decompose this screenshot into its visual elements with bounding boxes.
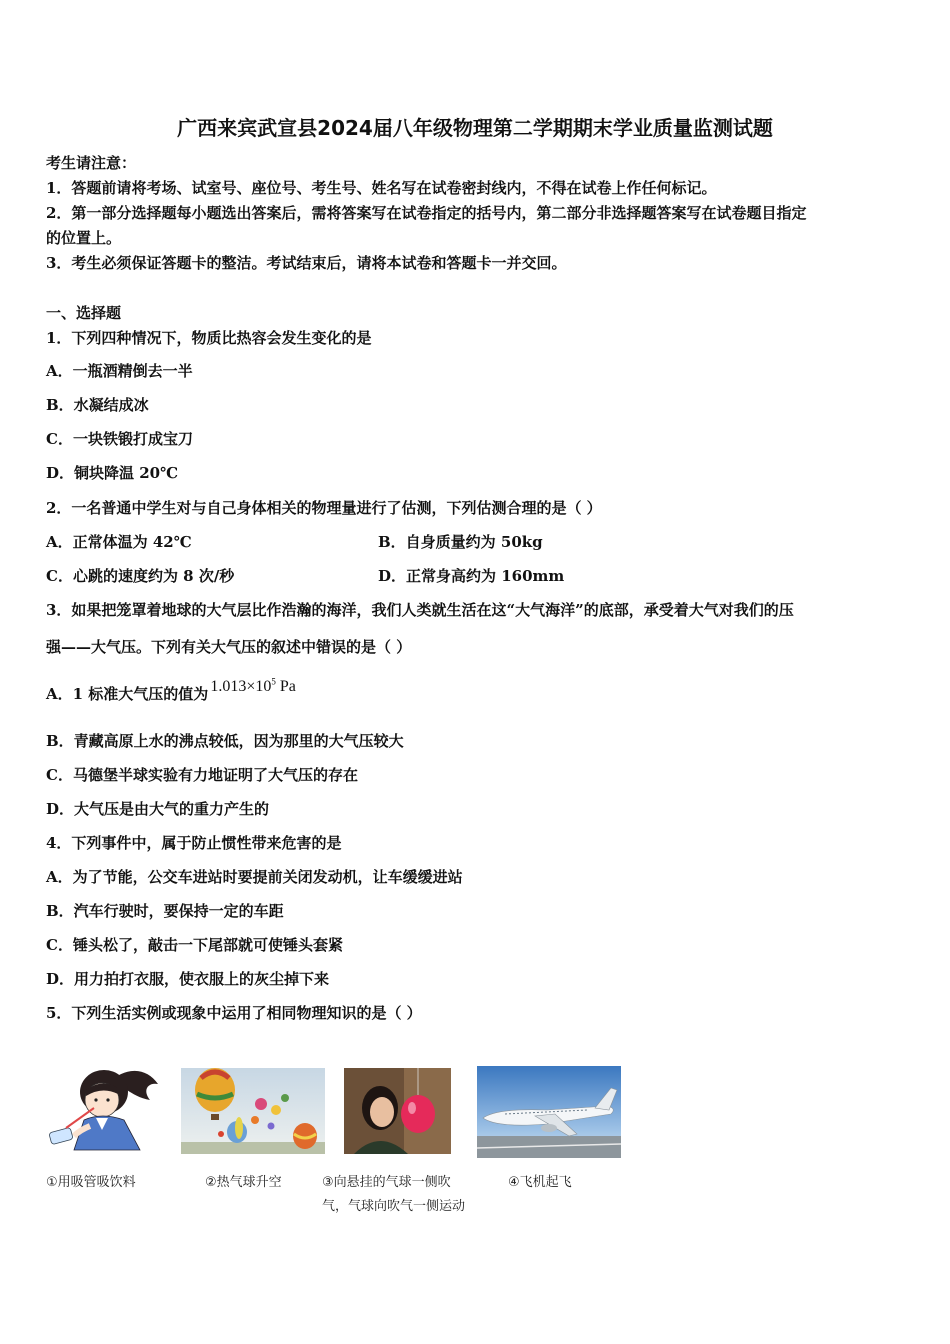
caption-3-line-2: 气，气球向吹气一侧运动 xyxy=(322,1199,466,1214)
q3-option-a-formula xyxy=(210,678,296,695)
blowing-balloon-photo xyxy=(344,1068,451,1154)
page-title: 广西来宾武宣县2024届八年级物理第二学期期末学业质量监测试题 xyxy=(177,116,773,140)
formula-exponent: 5 xyxy=(271,676,276,687)
q3-option-c: C．马德堡半球实验有力地证明了大气压的存在 xyxy=(46,766,358,784)
q1-option-b: B．水凝结成冰 xyxy=(46,396,149,414)
q1-stem: 1．下列四种情况下，物质比热容会发生变化的是 xyxy=(46,329,372,347)
q2-option-c: C．心跳的速度约为 8 次/秒 xyxy=(46,567,235,585)
q4-stem: 4．下列事件中，属于防止惯性带来危害的是 xyxy=(46,834,342,852)
q1-option-c: C．一块铁锻打成宝刀 xyxy=(46,430,193,448)
q1-option-d: D．铜块降温 20℃ xyxy=(46,464,179,482)
q2-option-a: A．正常体温为 42℃ xyxy=(46,533,192,551)
caption-2: ②热气球升空 xyxy=(205,1175,282,1190)
figure-airplane-takeoff xyxy=(477,1066,621,1158)
hot-air-balloons-photo xyxy=(181,1068,325,1154)
figure-hot-air-balloons xyxy=(181,1068,325,1154)
q2-stem: 2．一名普通中学生对与自己身体相关的物理量进行了估测，下列估测合理的是（ ） xyxy=(46,499,602,517)
formula-base: 1.013×10 xyxy=(210,678,272,695)
q4-option-c: C．锤头松了，敲击一下尾部就可使锤头套紧 xyxy=(46,936,343,954)
q4-option-b: B．汽车行驶时，要保持一定的车距 xyxy=(46,902,284,920)
notice-item-3: 3．考生必须保证答题卡的整洁。考试结束后，请将本试卷和答题卡一并交回。 xyxy=(46,254,567,272)
formula-unit: Pa xyxy=(275,678,296,695)
q4-option-a: A．为了节能，公交车进站时要提前关闭发动机，让车缓缓进站 xyxy=(46,868,463,886)
q1-option-a: A．一瓶酒精倒去一半 xyxy=(46,362,193,380)
airplane-photo xyxy=(477,1066,621,1158)
figure-blowing-balloon xyxy=(344,1068,451,1154)
notice-item-1: 1．答题前请将考场、试室号、座位号、考生号、姓名写在试卷密封线内，不得在试卷上作任何标记。 xyxy=(46,179,717,197)
q3-stem-line-1: 3．如果把笼罩着地球的大气层比作浩瀚的海洋，我们人类就生活在这“大气海洋”的底部，承受着大气对我们的压 xyxy=(46,601,794,619)
q3-option-a-text: A．1 标准大气压的值为 xyxy=(46,685,209,703)
caption-4: ④飞机起飞 xyxy=(508,1175,572,1190)
q4-option-d: D．用力拍打衣服，使衣服上的灰尘掉下来 xyxy=(46,970,330,988)
q2-option-b: B．自身质量约为 50kg xyxy=(378,533,543,551)
caption-1: ①用吸管吸饮料 xyxy=(46,1175,136,1190)
section-heading: 一、选择题 xyxy=(46,304,122,322)
q3-option-d: D．大气压是由大气的重力产生的 xyxy=(46,800,270,818)
notice-item-2: 2．第一部分选择题每小题选出答案后，需将答案写在试卷指定的括号内，第二部分非选择题答案写在试卷题目指定 xyxy=(46,204,807,222)
notice-heading: 考生请注意： xyxy=(46,154,137,172)
caption-3-line-1: ③向悬挂的气球一侧吹 xyxy=(322,1175,451,1190)
q3-stem-line-2: 强——大气压。下列有关大气压的叙述中错误的是（ ） xyxy=(46,638,412,656)
figure-girl-drinking-straw xyxy=(44,1060,162,1152)
q3-option-a xyxy=(46,676,296,704)
q5-stem: 5．下列生活实例或现象中运用了相同物理知识的是（ ） xyxy=(46,1004,422,1022)
q2-option-d: D．正常身高约为 160mm xyxy=(378,567,565,585)
q3-option-b: B．青藏高原上水的沸点较低，因为那里的大气压较大 xyxy=(46,732,404,750)
notice-item-2-cont: 的位置上。 xyxy=(46,229,122,247)
girl-drinking-illustration xyxy=(44,1060,162,1152)
